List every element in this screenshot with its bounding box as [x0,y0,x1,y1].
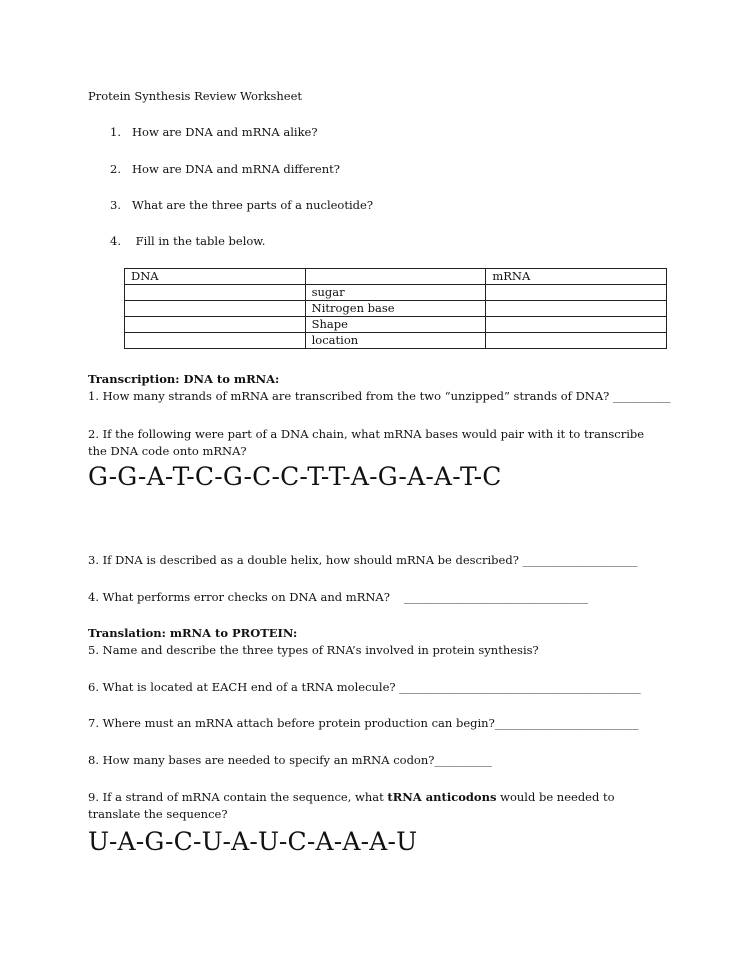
transcription-question-4: 4. What performs error checks on DNA and mRNA? [88,590,390,604]
dna-cell[interactable] [125,333,306,349]
dna-cell[interactable] [125,317,306,333]
header-dna: DNA [125,269,306,285]
transcription-question-2: 2. If the following were part of a DNA chain, what mRNA bases would pair with it to transcribe the DNA code onto mRNA? [88,427,645,458]
question-text: Fill in the table below. [132,234,266,248]
mrna-cell[interactable] [486,301,667,317]
question-number: 3. [110,198,121,212]
property-cell: location [305,333,486,349]
property-cell: Nitrogen base [305,301,486,317]
translation-question-6: 6. What is located at EACH end of a tRNA molecule? __________________________________________ [88,680,641,694]
dna-cell[interactable] [125,301,306,317]
table-header-row [125,269,667,285]
header-property [305,269,486,285]
dna-sequence: G-G-A-T-C-G-C-C-T-T-A-G-A-A-T-C [88,462,502,491]
answer-blank[interactable]: ________________________________ [404,590,588,604]
property-cell: Shape [305,317,486,333]
translation-question-5: 5. Name and describe the three types of RNA’s involved in protein synthesis? [88,643,539,657]
mrna-cell[interactable] [486,333,667,349]
transcription-question-1: 1. How many strands of mRNA are transcribed from the two “unzipped” strands of DNA? __________ [88,389,671,403]
translation-question-8: 8. How many bases are needed to specify an mRNA codon?__________ [88,753,492,767]
question-number: 2. [110,162,121,176]
mrna-sequence: U-A-G-C-U-A-U-C-A-A-A-U [88,827,418,856]
question-text: How are DNA and mRNA different? [132,162,340,176]
dna-cell[interactable] [125,285,306,301]
header-mrna: mRNA [486,269,667,285]
table-row [125,317,667,333]
translation-question-9 [88,789,658,823]
table-row [125,301,667,317]
question-number: 1. [110,125,121,139]
translation-heading: Translation: mRNA to PROTEIN: [88,626,298,640]
mrna-cell[interactable] [486,285,667,301]
table-row [125,285,667,301]
table-row [125,333,667,349]
q9-text-start: 9. If a strand of mRNA contain the sequence, what [88,790,388,804]
transcription-heading: Transcription: DNA to mRNA: [88,372,280,386]
transcription-question-3: 3. If DNA is described as a double helix, how should mRNA be described? ____________________ [88,553,638,567]
dna-mrna-table [124,268,667,349]
question-number: 4. [110,234,121,248]
page-title: Protein Synthesis Review Worksheet [88,89,302,103]
q9-text-end: would be needed to translate the sequence? [88,790,615,821]
mrna-cell[interactable] [486,317,667,333]
q9-bold-term: tRNA anticodons [387,790,497,804]
question-text: What are the three parts of a nucleotide? [132,198,373,212]
question-text: How are DNA and mRNA alike? [132,125,318,139]
translation-question-7: 7. Where must an mRNA attach before protein production can begin?_________________________ [88,716,639,730]
property-cell: sugar [305,285,486,301]
